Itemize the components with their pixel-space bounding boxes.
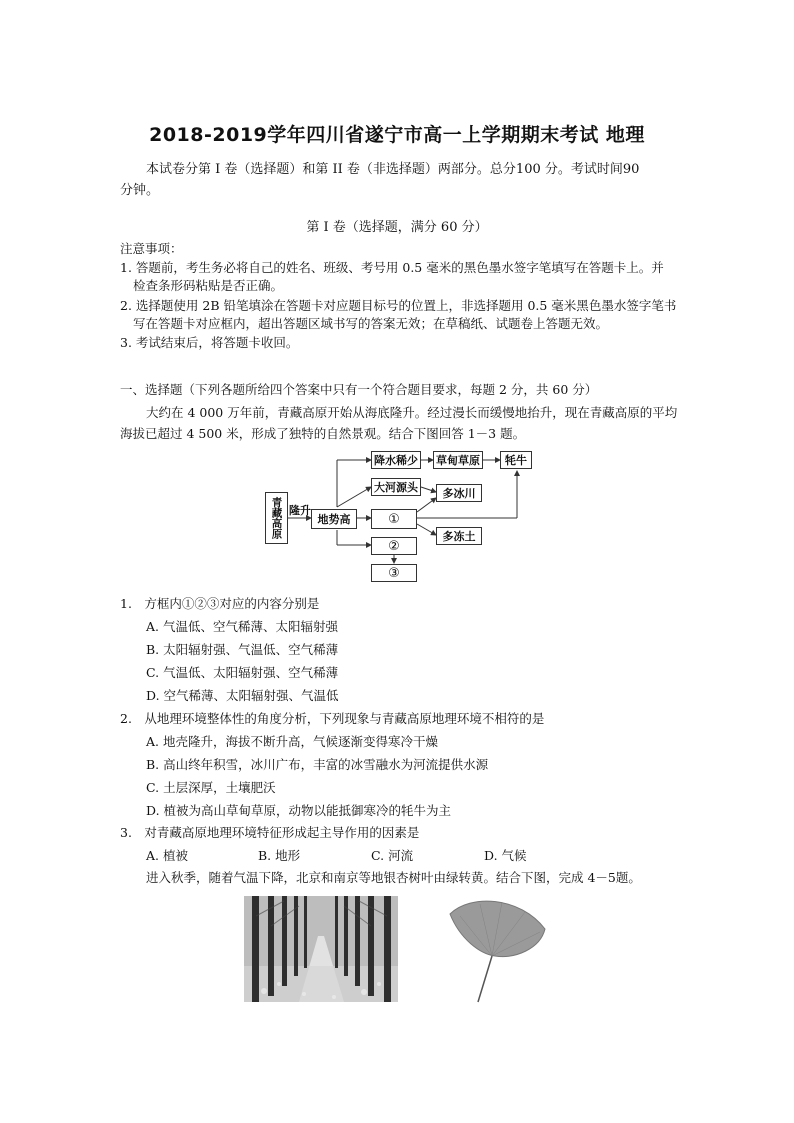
note-3: 3. 考试结束后，将答题卡收回。 [120, 335, 299, 350]
box-high-terrain: 地势高 [311, 509, 357, 529]
q2-stem: 2. 从地理环境整体性的角度分析，下列现象与青藏高原地理环境不相符的是 [120, 711, 545, 726]
passage2: 进入秋季，随着气温下降，北京和南京等地银杏树叶由绿转黄。结合下图，完成 4－5题。 [146, 870, 641, 885]
box-circle-2: ② [371, 537, 417, 555]
note-1b: 检查条形码粘贴是否正确。 [133, 278, 284, 293]
box-meadow: 草甸草原 [433, 451, 483, 469]
q1-option-d: D. 空气稀薄、太阳辐射强、气温低 [146, 688, 339, 703]
note-2b: 写在答题卡对应框内，超出答题区域书写的答案无效；在草稿纸、试题卷上答题无效。 [133, 316, 609, 331]
q1-stem: 1. 方框内①②③对应的内容分别是 [120, 596, 320, 611]
note-1a: 1. 答题前，考生务必将自己的姓名、班级、考号用 0.5 毫米的黑色墨水签字笔填写在答题卡上。并 [120, 260, 664, 275]
q2-option-a: A. 地壳隆升，海拔不断升高，气候逐渐变得寒冷干燥 [146, 734, 438, 749]
q3-option-d: D. 气候 [484, 848, 527, 863]
page-title: 2018-2019学年四川省遂宁市高一上学期期末考试 地理 [149, 124, 645, 146]
box-plateau [265, 492, 288, 544]
passage1-line-2: 海拔已超过 4 500 米，形成了独特的自然景观。结合下图回答 1－3 题。 [120, 426, 526, 441]
q2-option-c: C. 土层深厚，土壤肥沃 [146, 780, 276, 795]
passage1-line-1: 大约在 4 000 万年前，青藏高原开始从海底隆升。经过漫长而缓慢地抬升，现在青藏高原的平均 [146, 405, 678, 420]
ginkgo-leaf-image [440, 894, 550, 1004]
box-river-source: 大河源头 [371, 478, 421, 496]
plateau-label: 青藏高原 [270, 497, 283, 539]
intro-line-2: 分钟。 [120, 183, 160, 198]
q1-option-c: C. 气温低、太阳辐射强、空气稀薄 [146, 665, 339, 680]
ginkgo-avenue-photo [244, 896, 398, 1002]
q3-option-b: B. 地形 [258, 848, 301, 863]
intro-line-1: 本试卷分第 I 卷（选择题）和第 II 卷（非选择题）两部分。总分100 分。考试时间90 [146, 162, 640, 177]
q1-option-a: A. 气温低、空气稀薄、太阳辐射强 [146, 619, 338, 634]
rise-label: 隆升 [289, 504, 311, 517]
notes-heading: 注意事项： [120, 241, 183, 256]
box-glaciers: 多冰川 [436, 484, 482, 502]
q2-option-b: B. 高山终年积雪，冰川广布，丰富的冰雪融水为河流提供水源 [146, 757, 489, 772]
section-title: 第 I 卷（选择题，满分 60 分） [306, 220, 488, 235]
q3-option-c: C. 河流 [371, 848, 414, 863]
q3-option-a: A. 植被 [146, 848, 188, 863]
q1-option-b: B. 太阳辐射强、气温低、空气稀薄 [146, 642, 339, 657]
q3-stem: 3. 对青藏高原地理环境特征形成起主导作用的因素是 [120, 825, 420, 840]
leaf-icon [440, 894, 550, 1004]
note-2a: 2. 选择题使用 2B 铅笔填涂在答题卡对应题目标号的位置上，非选择题用 0.5 毫米黑色墨水签字笔书 [120, 298, 677, 313]
box-yak: 牦牛 [500, 451, 532, 469]
part1-heading: 一、选择题（下列各题所给四个答案中只有一个符合题目要求，每题 2 分，共 60 分） [120, 382, 598, 397]
box-circle-1: ① [371, 509, 417, 529]
q2-option-d: D. 植被为高山草甸草原，动物以能抵御寒冷的牦牛为主 [146, 803, 452, 818]
box-circle-3: ③ [371, 564, 417, 582]
box-permafrost: 多冻土 [436, 527, 482, 545]
box-less-rain: 降水稀少 [371, 451, 421, 469]
tree-avenue-image [244, 896, 398, 1002]
